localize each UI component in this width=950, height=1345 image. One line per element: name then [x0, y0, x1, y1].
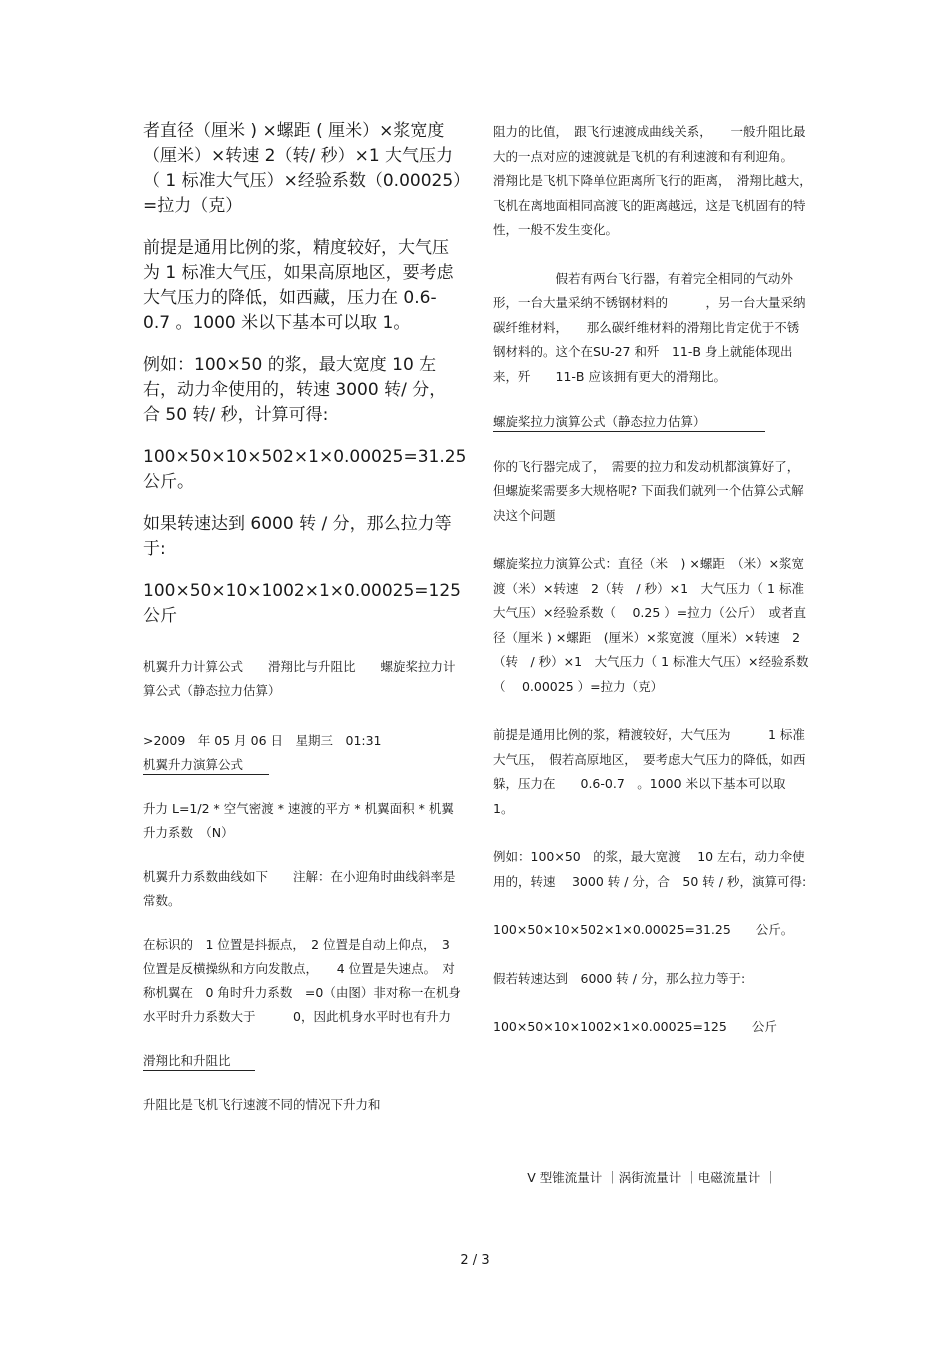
lift-curve-note: 机翼升力系数曲线如下 注解：在小迎角时曲线斜率是常数。	[143, 869, 456, 908]
if-6000-paragraph: 假若转速达到 6000 转 / 分，那么拉力等于:	[493, 970, 746, 986]
lift-drag-paragraph: 阻力的比值， 跟飞行速渡成曲线关系， 一般升阻比最大的一点对应的速渡就是飞机的有利速渡和有利迎角。 滑翔比是飞机下降单位距离所飞行的距离， 滑翔比越大， 飞机在离地面相同高渡飞的距离越远，这是飞机固有的特性，一般不发生变化。	[493, 124, 819, 237]
paragraph-if-6000: 如果转速达到 6000 转 / 分，那么拉力等于:	[143, 514, 452, 559]
lift-formula-title-text: 机翼升力演算公式	[143, 756, 269, 775]
calc-3000-paragraph: 100×50×10×502×1×0.00025=31.25 公斤。	[493, 922, 794, 937]
right-column	[493, 120, 819, 1040]
post-date: >2009 年 05 月 06 日 星期三 01:31	[143, 733, 382, 748]
formula-paragraph: 螺旋桨拉力演算公式：直径（米 ) ×螺距 （米）×浆宽渡（米）×转速 2（转 / 秒）×1 大气压力（ 1 标准大气压）×经验系数（ 0.25 ）=拉力（公斤） 或者直径（厘米 ) ×螺距 (厘米）×浆宽渡（厘米）×转速 2（转 / 秒）×1 大气压力（ 1 标准大气压）×经验系数（ 0.00025 ）=拉力（克）	[493, 556, 809, 694]
propeller-section-title-text[interactable]: 螺旋桨拉力演算公式（静态拉力估算）	[493, 413, 765, 432]
positions-note: 在标识的 1 位置是抖振点， 2 位置是自动上仰点， 3 位置是反横操纵和方向发散点， 4 位置是失速点。 对称机翼在 0 角时升力系数 =0（由图）非对称一在机身水平时升力系数大于 0，因此机身水平时也有升力	[143, 937, 461, 1024]
lift-formula-title	[143, 753, 463, 777]
page-number: 2 / 3	[460, 1253, 490, 1268]
lift-formula: 升力 L=1/2 * 空气密渡 * 速渡的平方 * 机翼面积 * 机翼升力系数 （N）	[143, 801, 454, 840]
example-paragraph: 例如：100×50 的浆，最大宽渡 10 左右，动力伞使用的，转速 3000 转 / 分，合 50 转 / 秒，演算可得:	[493, 849, 807, 889]
two-aircraft-paragraph: 假若有两台飞行器，有着完全相同的气动外形，一台大量采纳不锈钢材料的 ，另一台大量采纳碳纤维材料， 那么碳纤维材料的滑翔比肯定优于不锈钢材料的。这个在SU-27 和歼 11-B 身上就能体现出来，歼 11-B 应该拥有更大的滑翔比。	[493, 270, 806, 384]
paragraph-calc-6000: 100×50×10×1002×1×0.00025=125 公斤	[143, 581, 462, 626]
left-column	[143, 119, 467, 1117]
glide-title-text: 滑翔比和升阻比	[143, 1052, 255, 1071]
paragraph-premise: 前提是通用比例的浆，精度较好，大气压为 1 标准大气压，如果高原地区，要考虑大气压力的降低，如西藏，压力在 0.6-0.7 。1000 米以下基本可以取 1。	[143, 238, 454, 333]
paragraph-formula-cm: 者直径（厘米 ) ×螺距 ( 厘米）×浆宽度（厘米）×转速 2（转/ 秒）×1 大气压力（ 1 标准大气压）×经验系数（0.00025）=拉力（克）	[143, 121, 462, 216]
paragraph-example: 例如：100×50 的浆，最大宽度 10 左右，动力伞使用的，转速 3000 转/ 分，合 50 转/ 秒，计算可得:	[143, 355, 447, 425]
calc-6000-paragraph: 100×50×10×1002×1×0.00025=125 公斤	[493, 1019, 777, 1034]
glide-title	[143, 1049, 463, 1073]
glide-intro: 升阻比是飞机飞行速渡不同的情况下升力和	[143, 1097, 381, 1112]
paragraph-calc-3000: 100×50×10×502×1×0.00025=31.25 公斤。	[143, 447, 467, 492]
related-links-line[interactable]: 机翼升力计算公式 滑翔比与升阻比 螺旋桨拉力计算公式（静态拉力估算）	[143, 659, 456, 698]
flowmeter-links[interactable]: V 型锥流量计 ｜涡街流量计 ｜电磁流量计 ｜	[527, 1170, 777, 1185]
propeller-section-title[interactable]	[493, 410, 811, 435]
intro-paragraph: 你的飞行器完成了， 需要的拉力和发动机都演算好了，但螺旋桨需要多大规格呢? 下面我们就列一个估算公式解决这个问题	[493, 458, 804, 523]
premise-paragraph: 前提是通用比例的浆，精渡较好，大气压为 1 标准大气压， 假若高原地区， 要考虑大气压力的降低，如西躲，压力在 0.6-0.7 。1000 米以下基本可以取 1。	[493, 727, 806, 816]
